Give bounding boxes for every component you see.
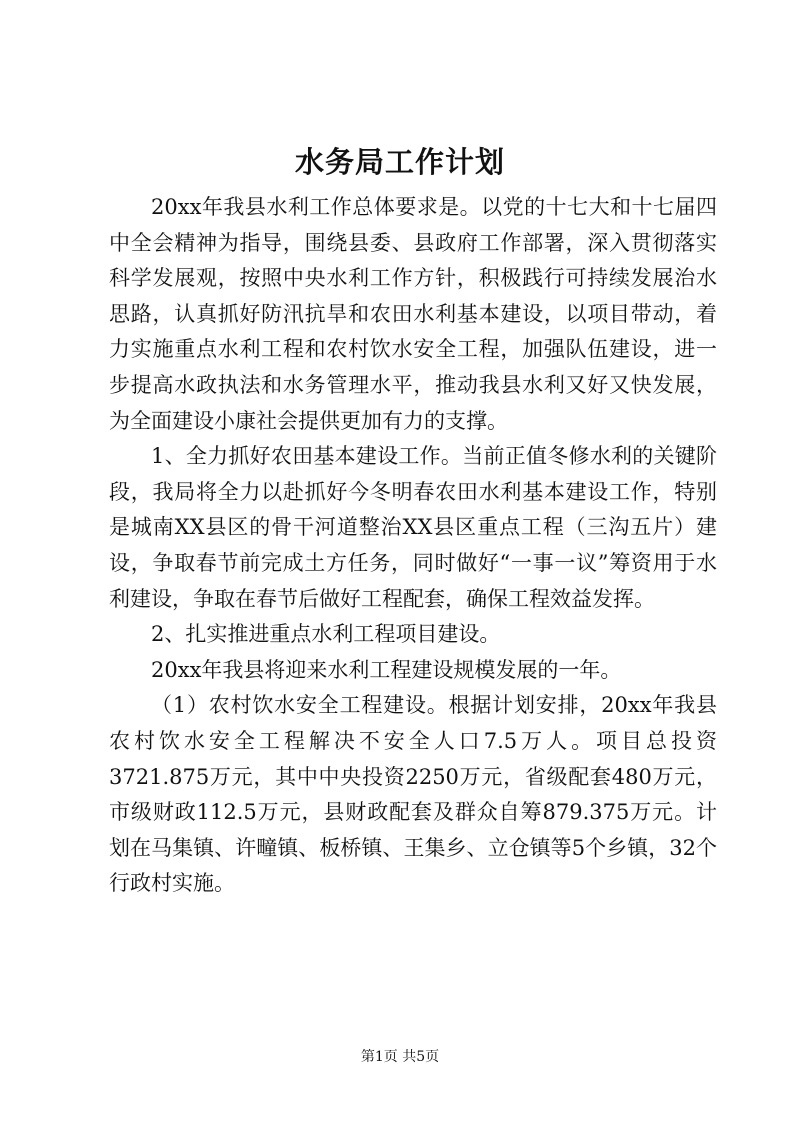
paragraph-key-projects-heading: 2、扎实推进重点水利工程项目建设。 — [151, 622, 501, 647]
paragraph-farmland-construction: 1、全力抓好农田基本建设工作。当前正值冬修水利的关键阶段，我局将全力以赴抓好今冬明春农田水利基本建设工作，特别是城南XX县区的骨干河道整治XX县区重点工程（三沟五片）建设，争取春节前完成土方任务，同时做好“一事一议”筹资用于水利建设，争取在春节后做好工程配套，确保工程效益发挥。 — [109, 444, 717, 611]
paragraph-drinking-water-safety: （1）农村饮水安全工程建设。根据计划安排，20xx年我县农村饮水安全工程解决不安全人口7.5万人。项目总投资3721.875万元，其中中央投资2250万元，省级配套480万元，市级财政112.5万元，县财政配套及群众自筹879.375万元。计划在马集镇、许疃镇、板桥镇、王集乡、立仓镇等5个乡镇，32个行政村实施。 — [109, 693, 717, 896]
paragraph-overview: 20xx年我县水利工作总体要求是。以党的十七大和十七届四中全会精神为指导，围绕县委、县政府工作部署，深入贯彻落实科学发展观，按照中央水利工作方针，积极践行可持续发展治水思路，认真抓好防汛抗旱和农田水利基本建设，以项目带动，着力实施重点水利工程和农村饮水安全工程，加强队伍建设，进一步提高水政执法和水务管理水平，推动我县水利又好又快发展，为全面建设小康社会提供更加有力的支撑。 — [109, 195, 717, 433]
page-number: 第1页 共5页 — [360, 1049, 440, 1065]
document-title: 水务局工作计划 — [294, 145, 505, 179]
paragraph-key-projects-intro: 20xx年我县将迎来水利工程建设规模发展的一年。 — [151, 657, 622, 682]
document-body — [109, 190, 717, 902]
